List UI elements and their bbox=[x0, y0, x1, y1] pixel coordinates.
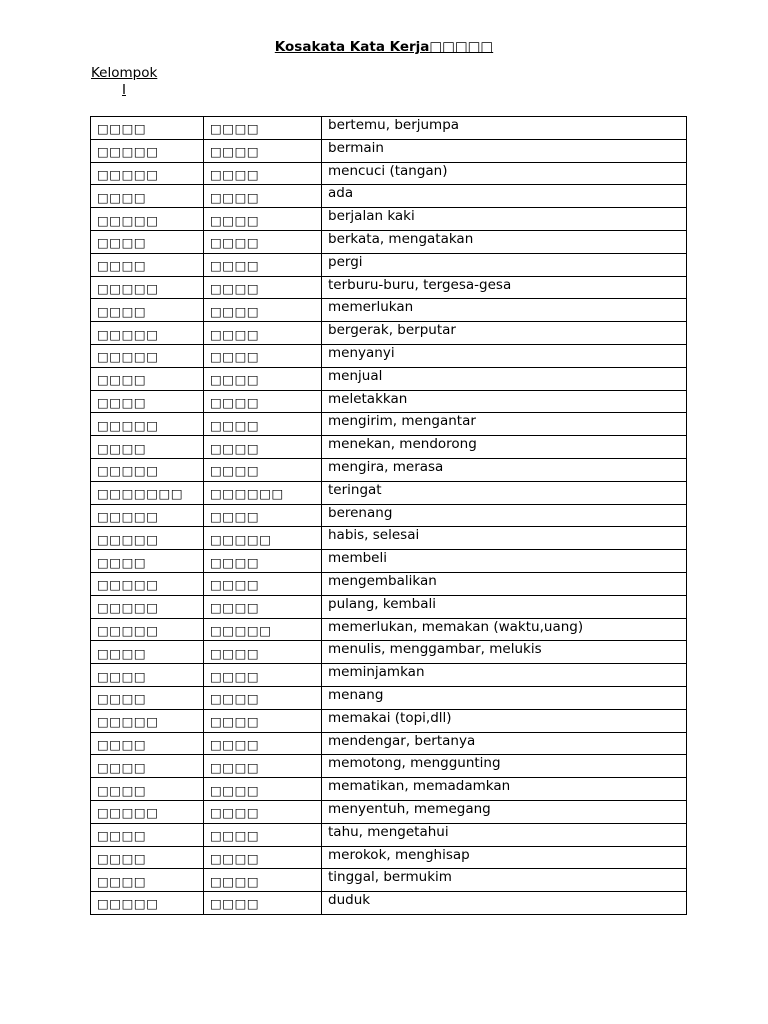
verb-meaning-cell: bermain bbox=[322, 139, 687, 162]
verb-dictionary-form-cell: □□□□□ bbox=[91, 709, 204, 732]
table-row bbox=[91, 618, 687, 641]
verb-masu-form-cell: □□□□□□ bbox=[204, 481, 322, 504]
verb-dictionary-form-cell: □□□□ bbox=[91, 664, 204, 687]
table-row bbox=[91, 732, 687, 755]
verb-dictionary-form-cell: □□□□ bbox=[91, 230, 204, 253]
verb-dictionary-form-cell: □□□□□ bbox=[91, 618, 204, 641]
verb-masu-form-cell: □□□□ bbox=[204, 892, 322, 915]
group-label: Kelompok bbox=[91, 65, 158, 81]
table-row bbox=[91, 322, 687, 345]
verb-masu-form-cell: □□□□ bbox=[204, 869, 322, 892]
verb-masu-form-cell: □□□□ bbox=[204, 436, 322, 459]
table-row bbox=[91, 664, 687, 687]
verb-dictionary-form-cell: □□□□ bbox=[91, 436, 204, 459]
verb-meaning-cell: terburu-buru, tergesa-gesa bbox=[322, 276, 687, 299]
verb-meaning-cell: tahu, mengetahui bbox=[322, 823, 687, 846]
verb-meaning-cell: membeli bbox=[322, 550, 687, 573]
verb-masu-form-cell: □□□□ bbox=[204, 778, 322, 801]
verb-dictionary-form-cell: □□□□ bbox=[91, 253, 204, 276]
document-title: Kosakata Kata Kerja□□□□□ bbox=[274, 39, 494, 55]
verb-dictionary-form-cell: □□□□ bbox=[91, 641, 204, 664]
verb-masu-form-cell: □□□□ bbox=[204, 390, 322, 413]
table-row bbox=[91, 253, 687, 276]
verb-masu-form-cell: □□□□ bbox=[204, 709, 322, 732]
table-row bbox=[91, 276, 687, 299]
verb-dictionary-form-cell: □□□□□ bbox=[91, 892, 204, 915]
verb-masu-form-cell: □□□□ bbox=[204, 367, 322, 390]
group-heading bbox=[91, 65, 157, 99]
verb-dictionary-form-cell: □□□□□ bbox=[91, 527, 204, 550]
verb-meaning-cell: mengembalikan bbox=[322, 572, 687, 595]
verb-meaning-cell: habis, selesai bbox=[322, 527, 687, 550]
verb-masu-form-cell: □□□□ bbox=[204, 664, 322, 687]
verb-meaning-cell: menyentuh, memegang bbox=[322, 800, 687, 823]
verb-dictionary-form-cell: □□□□ bbox=[91, 550, 204, 573]
verb-masu-form-cell: □□□□ bbox=[204, 550, 322, 573]
table-row bbox=[91, 527, 687, 550]
table-row bbox=[91, 458, 687, 481]
verb-masu-form-cell: □□□□ bbox=[204, 823, 322, 846]
verb-masu-form-cell: □□□□ bbox=[204, 846, 322, 869]
verb-dictionary-form-cell: □□□□ bbox=[91, 755, 204, 778]
table-row bbox=[91, 139, 687, 162]
table-row bbox=[91, 595, 687, 618]
verb-masu-form-cell: □□□□ bbox=[204, 162, 322, 185]
verb-dictionary-form-cell: □□□□ bbox=[91, 778, 204, 801]
verb-meaning-cell: duduk bbox=[322, 892, 687, 915]
verb-masu-form-cell: □□□□ bbox=[204, 595, 322, 618]
verb-masu-form-cell: □□□□ bbox=[204, 732, 322, 755]
verb-meaning-cell: pulang, kembali bbox=[322, 595, 687, 618]
table-row bbox=[91, 823, 687, 846]
table-row bbox=[91, 686, 687, 709]
table-row bbox=[91, 641, 687, 664]
verb-meaning-cell: memotong, menggunting bbox=[322, 755, 687, 778]
verb-masu-form-cell: □□□□ bbox=[204, 641, 322, 664]
verb-masu-form-cell: □□□□ bbox=[204, 344, 322, 367]
verb-dictionary-form-cell: □□□□□ bbox=[91, 276, 204, 299]
verb-meaning-cell: bergerak, berputar bbox=[322, 322, 687, 345]
table-row bbox=[91, 550, 687, 573]
table-row bbox=[91, 504, 687, 527]
verb-meaning-cell: mengirim, mengantar bbox=[322, 413, 687, 436]
verb-masu-form-cell: □□□□ bbox=[204, 208, 322, 231]
verb-meaning-cell: berenang bbox=[322, 504, 687, 527]
verb-dictionary-form-cell: □□□□□ bbox=[91, 800, 204, 823]
verb-meaning-cell: memerlukan, memakan (waktu,uang) bbox=[322, 618, 687, 641]
table-row bbox=[91, 185, 687, 208]
verb-dictionary-form-cell: □□□□ bbox=[91, 823, 204, 846]
verb-dictionary-form-cell: □□□□□ bbox=[91, 162, 204, 185]
verb-meaning-cell: meletakkan bbox=[322, 390, 687, 413]
table-row bbox=[91, 892, 687, 915]
verb-masu-form-cell: □□□□□ bbox=[204, 527, 322, 550]
vocabulary-table bbox=[90, 116, 687, 915]
verb-meaning-cell: berkata, mengatakan bbox=[322, 230, 687, 253]
verb-meaning-cell: merokok, menghisap bbox=[322, 846, 687, 869]
verb-dictionary-form-cell: □□□□ bbox=[91, 185, 204, 208]
verb-meaning-cell: ada bbox=[322, 185, 687, 208]
group-number: I bbox=[122, 82, 126, 98]
verb-masu-form-cell: □□□□ bbox=[204, 755, 322, 778]
table-row bbox=[91, 162, 687, 185]
verb-masu-form-cell: □□□□ bbox=[204, 139, 322, 162]
verb-meaning-cell: mengira, merasa bbox=[322, 458, 687, 481]
table-row bbox=[91, 390, 687, 413]
table-row bbox=[91, 367, 687, 390]
verb-meaning-cell: berjalan kaki bbox=[322, 208, 687, 231]
verb-dictionary-form-cell: □□□□ bbox=[91, 846, 204, 869]
table-row bbox=[91, 778, 687, 801]
verb-dictionary-form-cell: □□□□ bbox=[91, 869, 204, 892]
verb-meaning-cell: menjual bbox=[322, 367, 687, 390]
verb-meaning-cell: bertemu, berjumpa bbox=[322, 117, 687, 140]
verb-masu-form-cell: □□□□ bbox=[204, 322, 322, 345]
table-row bbox=[91, 436, 687, 459]
verb-dictionary-form-cell: □□□□□ bbox=[91, 344, 204, 367]
verb-dictionary-form-cell: □□□□ bbox=[91, 367, 204, 390]
verb-masu-form-cell: □□□□ bbox=[204, 117, 322, 140]
verb-masu-form-cell: □□□□ bbox=[204, 230, 322, 253]
verb-meaning-cell: memerlukan bbox=[322, 299, 687, 322]
verb-dictionary-form-cell: □□□□□ bbox=[91, 504, 204, 527]
verb-dictionary-form-cell: □□□□□ bbox=[91, 595, 204, 618]
verb-dictionary-form-cell: □□□□□ bbox=[91, 322, 204, 345]
verb-meaning-cell: pergi bbox=[322, 253, 687, 276]
verb-masu-form-cell: □□□□□ bbox=[204, 618, 322, 641]
table-row bbox=[91, 230, 687, 253]
verb-masu-form-cell: □□□□ bbox=[204, 800, 322, 823]
verb-dictionary-form-cell: □□□□□ bbox=[91, 208, 204, 231]
verb-meaning-cell: menulis, menggambar, melukis bbox=[322, 641, 687, 664]
table-row bbox=[91, 413, 687, 436]
verb-dictionary-form-cell: □□□□ bbox=[91, 299, 204, 322]
verb-masu-form-cell: □□□□ bbox=[204, 572, 322, 595]
verb-dictionary-form-cell: □□□□□ bbox=[91, 413, 204, 436]
verb-meaning-cell: menang bbox=[322, 686, 687, 709]
verb-masu-form-cell: □□□□ bbox=[204, 185, 322, 208]
table-row bbox=[91, 755, 687, 778]
verb-dictionary-form-cell: □□□□ bbox=[91, 732, 204, 755]
table-row bbox=[91, 481, 687, 504]
table-row bbox=[91, 709, 687, 732]
table-row bbox=[91, 572, 687, 595]
verb-masu-form-cell: □□□□ bbox=[204, 299, 322, 322]
verb-meaning-cell: mendengar, bertanya bbox=[322, 732, 687, 755]
verb-masu-form-cell: □□□□ bbox=[204, 458, 322, 481]
table-row bbox=[91, 208, 687, 231]
verb-masu-form-cell: □□□□ bbox=[204, 276, 322, 299]
table-row bbox=[91, 846, 687, 869]
verb-dictionary-form-cell: □□□□ bbox=[91, 686, 204, 709]
verb-meaning-cell: menekan, mendorong bbox=[322, 436, 687, 459]
table-row bbox=[91, 117, 687, 140]
verb-masu-form-cell: □□□□ bbox=[204, 504, 322, 527]
verb-masu-form-cell: □□□□ bbox=[204, 253, 322, 276]
vocabulary-table-body bbox=[91, 117, 687, 915]
verb-dictionary-form-cell: □□□□ bbox=[91, 117, 204, 140]
table-row bbox=[91, 800, 687, 823]
verb-dictionary-form-cell: □□□□□ bbox=[91, 139, 204, 162]
verb-meaning-cell: meminjamkan bbox=[322, 664, 687, 687]
verb-meaning-cell: mematikan, memadamkan bbox=[322, 778, 687, 801]
verb-masu-form-cell: □□□□ bbox=[204, 686, 322, 709]
table-row bbox=[91, 344, 687, 367]
verb-dictionary-form-cell: □□□□ bbox=[91, 390, 204, 413]
verb-meaning-cell: mencuci (tangan) bbox=[322, 162, 687, 185]
table-row bbox=[91, 869, 687, 892]
verb-dictionary-form-cell: □□□□□ bbox=[91, 572, 204, 595]
verb-dictionary-form-cell: □□□□□ bbox=[91, 458, 204, 481]
verb-meaning-cell: tinggal, bermukim bbox=[322, 869, 687, 892]
table-row bbox=[91, 299, 687, 322]
verb-meaning-cell: memakai (topi,dll) bbox=[322, 709, 687, 732]
verb-meaning-cell: menyanyi bbox=[322, 344, 687, 367]
verb-masu-form-cell: □□□□ bbox=[204, 413, 322, 436]
verb-dictionary-form-cell: □□□□□□□ bbox=[91, 481, 204, 504]
verb-meaning-cell: teringat bbox=[322, 481, 687, 504]
